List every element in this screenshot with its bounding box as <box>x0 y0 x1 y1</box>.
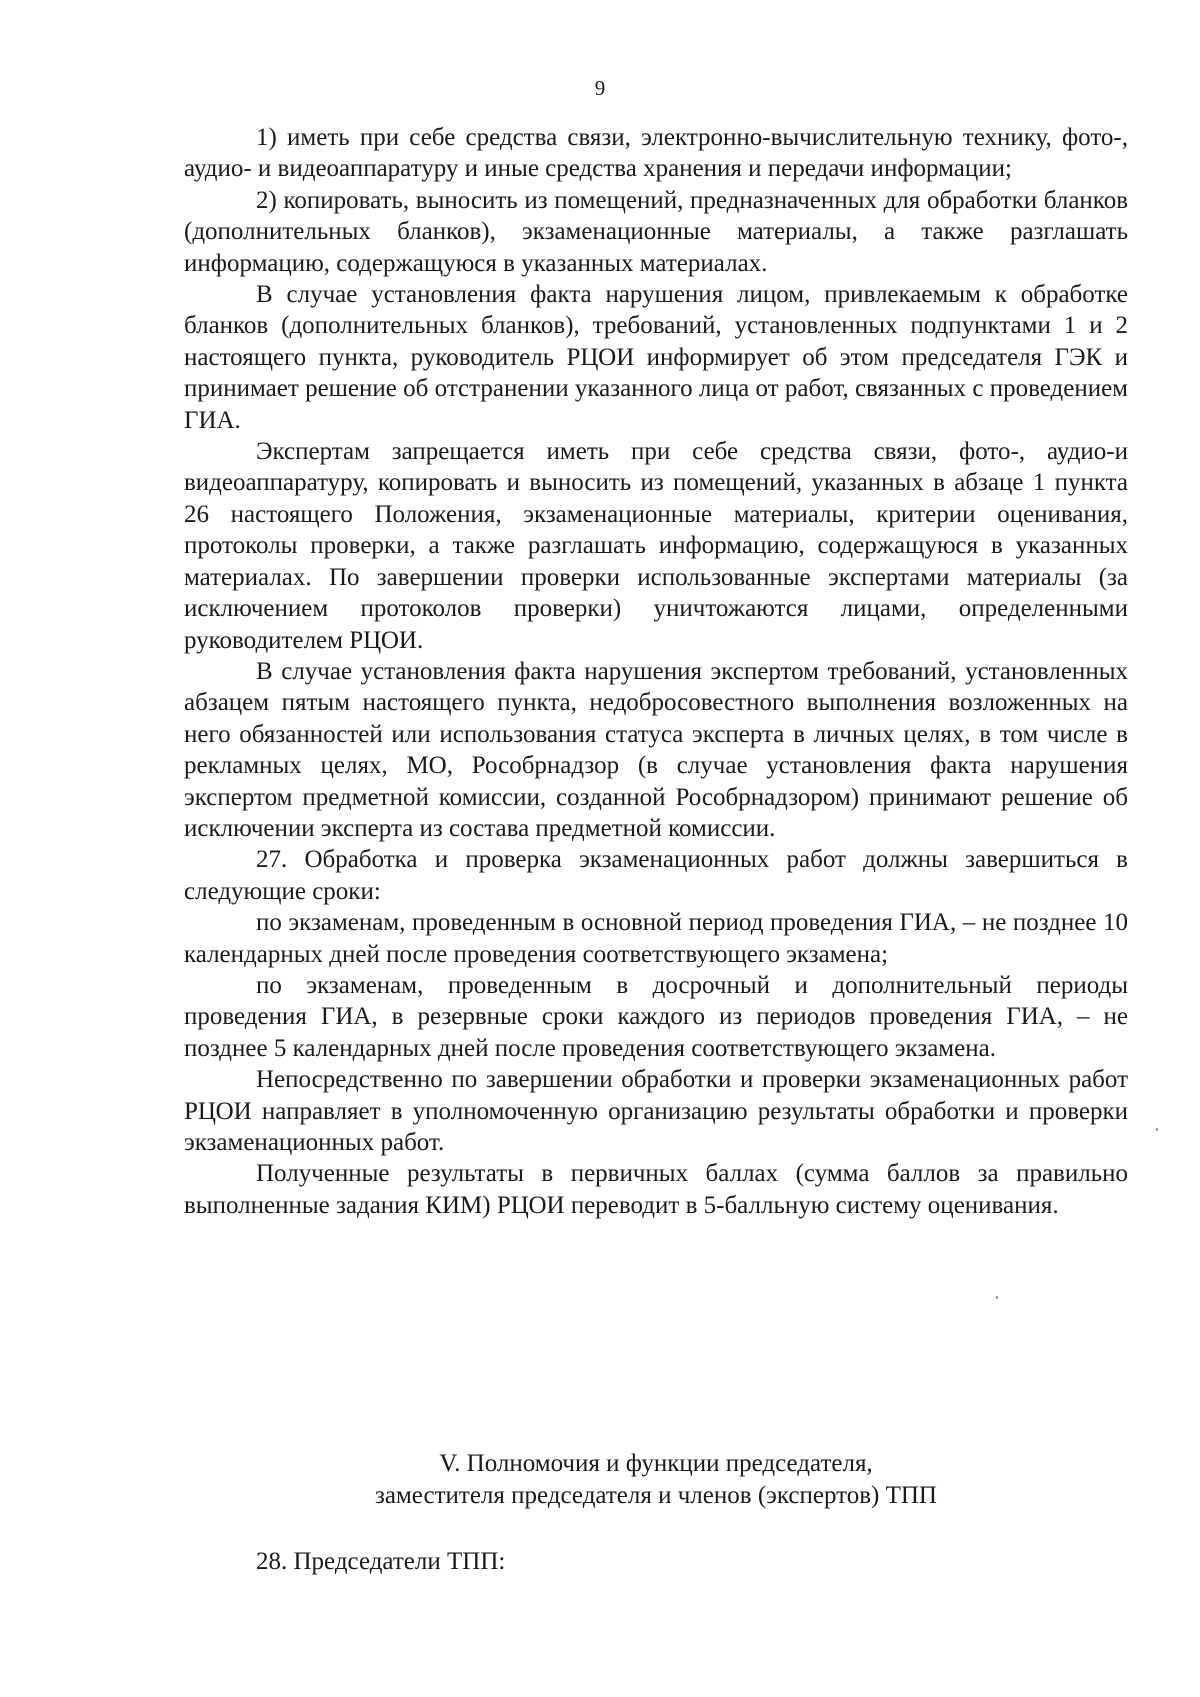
paragraph-violation-processing: В случае установления факта нарушения лицом, привлекаемым к обработке бланков (дополнительных бланков), требований, установленных подпунктами 1 и 2 настоящего пункта, руководитель РЦОИ информирует об этом председателя ГЭК и принимает решение об отстранении указанного лица от работ, связанных с проведением ГИА. <box>184 281 1128 434</box>
clause-28-heading: 28. Председатели ТПП: <box>256 1548 506 1575</box>
paragraph-experts-prohibitions: Экспертам запрещается иметь при себе средства связи, фото-, аудио-и видеоаппаратуру, копировать и выносить из помещений, указанных в абзаце 1 пункта 26 настоящего Положения, экзаменационные материалы, критерии оценивания, протоколы проверки, а также разглашать информацию, содержащуюся в указанных материалах. По завершении проверки использованные экспертами материалы (за исключением протоколов проверки) уничтожаются лицами, определенными руководителем РЦОИ. <box>184 438 1128 654</box>
section-heading-line-2: заместителя председателя и членов (экспертов) ТПП <box>375 1482 937 1509</box>
paragraph-expert-exclusion: В случае установления факта нарушения экспертом требований, установленных абзацем пятым настоящего пункта, недобросовестного выполнения возложенных на него обязанностей или использования статуса эксперта в личных целях, в том числе в рекламных целях, МО, Рособрнадзор (в случае установления факта нарушения экспертом предметной комиссии, созданной Рособрнадзором) принимают решение об исключении эксперта из состава предметной комиссии. <box>184 657 1128 842</box>
section-heading <box>184 1448 1128 1512</box>
section-heading-line-1: V. Полномочия и функции председателя, <box>439 1450 873 1477</box>
scan-speck <box>996 1296 998 1299</box>
scan-speck <box>1156 1128 1158 1131</box>
paragraph-results-transfer: Непосредственно по завершении обработки и проверки экзаменационных работ РЦОИ направляет в уполномоченную организацию результаты обработки и проверки экзаменационных работ. <box>184 1066 1128 1156</box>
paragraph-clause-27: 27. Обработка и проверка экзаменационных работ должны завершиться в следующие сроки: <box>184 846 1128 905</box>
body-text <box>184 122 1128 1221</box>
paragraph-early-period-deadline: по экзаменам, проведенным в досрочный и дополнительный периоды проведения ГИА, в резервные сроки каждого из периодов проведения ГИА, – не позднее 5 календарных дней после проведения соответствующего экзамена. <box>184 971 1128 1062</box>
paragraph-item-1: 1) иметь при себе средства связи, электронно-вычислительную технику, фото-, аудио- и видеоаппаратуру и иные средства хранения и передачи информации; <box>184 124 1128 183</box>
paragraph-item-2: 2) копировать, выносить из помещений, предназначенных для обработки бланков (дополнительных бланков), экзаменационные материалы, а также разглашать информацию, содержащуюся в указанных материалах. <box>184 186 1128 277</box>
paragraph-main-period-deadline: по экзаменам, проведенным в основной период проведения ГИА, – не позднее 10 календарных дней после проведения соответствующего экзамена; <box>184 909 1128 968</box>
paragraph-score-conversion: Полученные результаты в первичных баллах (сумма баллов за правильно выполненные задания КИМ) РЦОИ переводит в 5-балльную систему оценивания. <box>184 1160 1128 1219</box>
page-number: 9 <box>594 76 606 100</box>
